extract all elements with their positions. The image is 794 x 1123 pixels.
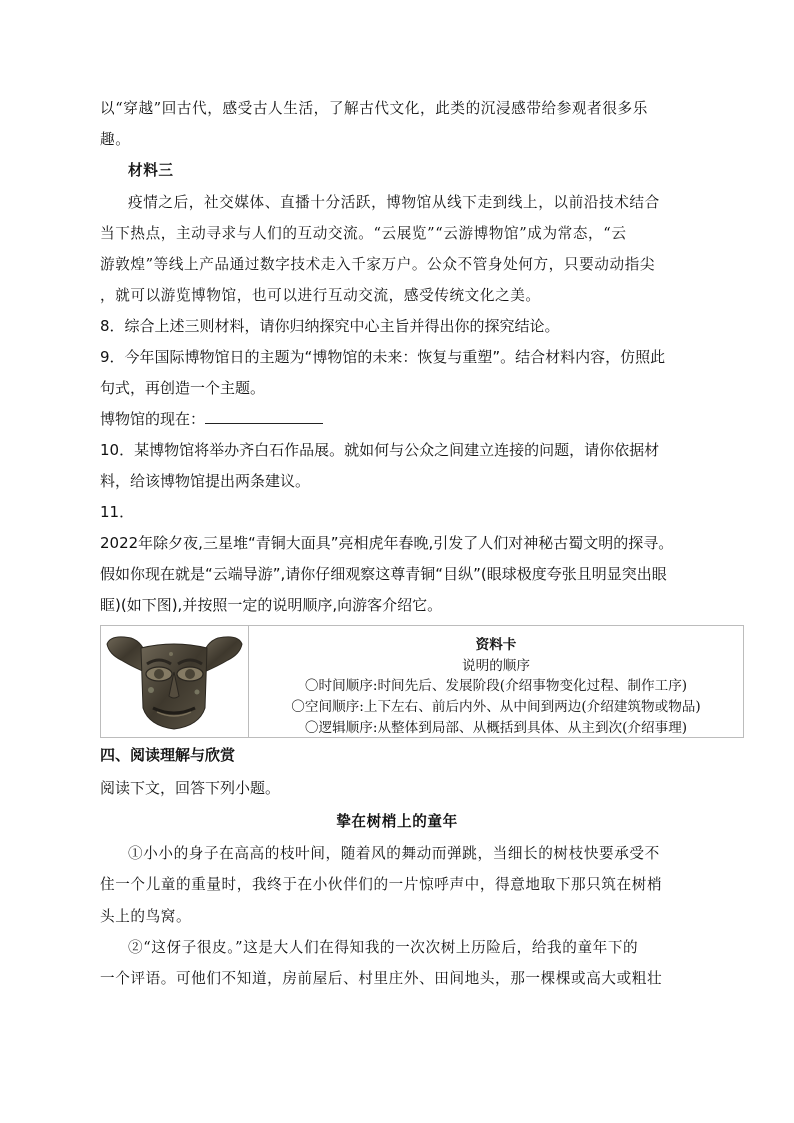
question-11-number: 11． — [100, 503, 135, 521]
info-card — [100, 625, 744, 738]
question-11-line-3: 眶)(如下图),并按照一定的说明顺序,向游客介绍它。 — [100, 596, 443, 614]
question-11-line-2: 假如你现在就是“云端导游”,请你仔细观察这尊青铜“目纵”(眼球极度夸张且明显突出眼 — [100, 565, 667, 583]
material3-line-4: ，就可以游览博物馆，也可以进行互动交流，感受传统文化之美。 — [100, 287, 541, 304]
article-paragraph-line-2: 住一个儿童的重量时，我终于在小伙伴们的一片惊呼声中，得意地取下那只筑在树梢 — [100, 876, 663, 893]
material3-heading: 材料三 — [128, 162, 174, 179]
material3-line-2: 当下热点，主动寻求与人们的互动交流。“云展览”“云游博物馆”成为常态，“云 — [100, 225, 627, 242]
material3-line-3: 游敦煌”等线上产品通过数字技术走入千家万户。公众不管身处何方，只要动动指尖 — [100, 256, 656, 273]
info-card-title: 资料卡 — [475, 637, 517, 653]
intro-line-1: 以“穿越”回古代，感受古人生活，了解古代文化，此类的沉浸感带给参观者很多乐 — [100, 100, 648, 117]
answer-blank[interactable] — [205, 409, 323, 424]
question-9-line-1: 9．今年国际博物馆日的主题为“博物馆的未来：恢复与重塑”。结合材料内容，仿照此 — [100, 348, 666, 366]
question-9-line-2: 句式，再创造一个主题。 — [100, 379, 266, 397]
article-paragraph-line-4: ②“这伢子很皮。”这是大人们在得知我的一次次树上历险后，给我的童年下的 — [128, 939, 639, 956]
material3-line-1: 疫情之后，社交媒体、直播十分活跃，博物馆从线下走到线上，以前沿技术结合 — [128, 194, 660, 211]
intro-line-2: 趣。 — [100, 131, 131, 148]
question-10-line-2: 料，给该博物馆提出两条建议。 — [100, 472, 311, 490]
info-card-item-time: 〇时间顺序:时间先后、发展阶段(介绍事物变化过程、制作工序) — [304, 678, 688, 694]
article-paragraph-line-5: 一个评语。可他们不知道，房前屋后、村里庄外、田间地头，那一棵棵或高大或粗壮 — [100, 970, 663, 987]
question-9-answer — [100, 408, 323, 429]
info-card-subtitle: 说明的顺序 — [462, 658, 530, 674]
question-10-line-1: 10．某博物馆将举办齐白石作品展。就如何与公众之间建立连接的问题，请你依据材 — [100, 441, 660, 459]
bronze-mask-figure — [101, 626, 248, 737]
info-card-item-logic: 〇逻辑顺序:从整体到局部、从概括到具体、从主到次(介绍事理) — [304, 720, 688, 736]
bronze-mask-image — [101, 626, 249, 737]
question-9-answer-label: 博物馆的现在： — [100, 410, 206, 428]
info-card-text — [249, 626, 743, 737]
question-8: 8．综合上述三则材料，请你归纳探究中心主旨并得出你的探究结论。 — [100, 317, 560, 335]
section-4-heading: 四、阅读理解与欣赏 — [100, 746, 236, 764]
article-title: 挚在树梢上的童年 — [336, 813, 458, 830]
article-paragraph-line-3: 头上的鸟窝。 — [100, 908, 192, 925]
info-card-item-space: 〇空间顺序:上下左右、前后内外、从中间到两边(介绍建筑物或物品) — [291, 699, 701, 715]
section-4-instruction: 阅读下文，回答下列小题。 — [100, 779, 281, 797]
article-paragraph-line-1: ①小小的身子在高高的枝叶间，随着风的舞动而弹跳，当细长的树枝快要承受不 — [128, 845, 660, 862]
question-11-line-1: 2022年除夕夜,三星堆“青铜大面具”亮相虎年春晚,引发了人们对神秘古蜀文明的探寻。 — [100, 534, 674, 552]
